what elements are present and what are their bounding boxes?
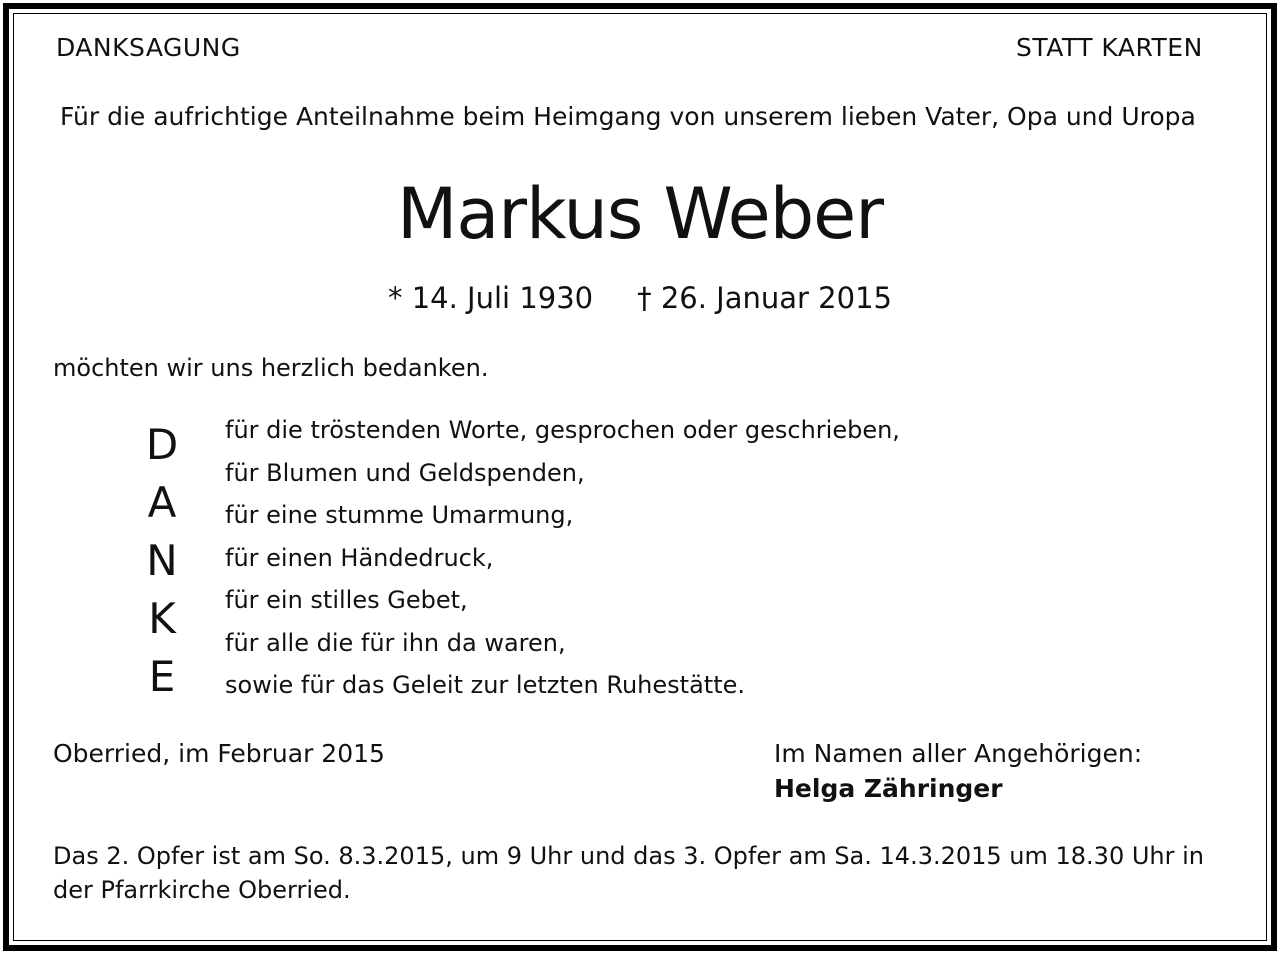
thanks-line: möchten wir uns herzlich bedanken. [53,354,489,382]
deceased-name: Markus Weber [397,173,883,255]
danke-letter: E [148,652,176,701]
gratitude-item: für einen Händedruck, [225,543,494,572]
gratitude-item: für ein stilles Gebet, [225,586,468,614]
service-info: Das 2. Opfer ist am So. 8.3.2015, um 9 Uhr und das 3. Opfer am Sa. 14.3.2015 um 18.30 Uhr in der Pfarrkirche Oberried. [53,842,1205,904]
header-tagline: STATT KARTEN [1016,33,1203,62]
gratitude-item: sowie für das Geleit zur letzten Ruhestätte. [225,671,745,699]
gratitude-item: für eine stumme Umarmung, [225,501,574,529]
header-title: DANKSAGUNG [56,33,241,62]
gratitude-item: für Blumen und Geldspenden, [225,458,585,487]
on-behalf-label: Im Namen aller Angehörigen: [774,739,1143,768]
obituary-notice [3,3,1277,951]
life-dates [9,281,1271,315]
place-date: Oberried, im Februar 2015 [53,739,385,768]
danke-letter: A [147,478,177,527]
gratitude-item: für alle die für ihn da waren, [225,628,566,657]
death-date: † 26. Januar 2015 [637,281,892,315]
birth-date: * 14. Juli 1930 [388,281,594,315]
danke-acrostic [137,416,187,706]
danke-letter: D [145,420,179,469]
intro-text: Für die aufrichtige Anteilnahme beim Heimgang von unserem lieben Vater, Opa und Uropa [60,102,1196,131]
signer-name: Helga Zähringer [774,774,1003,803]
gratitude-item: für die tröstenden Worte, gesprochen oder geschrieben, [225,416,900,444]
gratitude-list [225,409,900,707]
danke-letter: N [146,536,178,585]
danke-letter: K [148,594,176,643]
